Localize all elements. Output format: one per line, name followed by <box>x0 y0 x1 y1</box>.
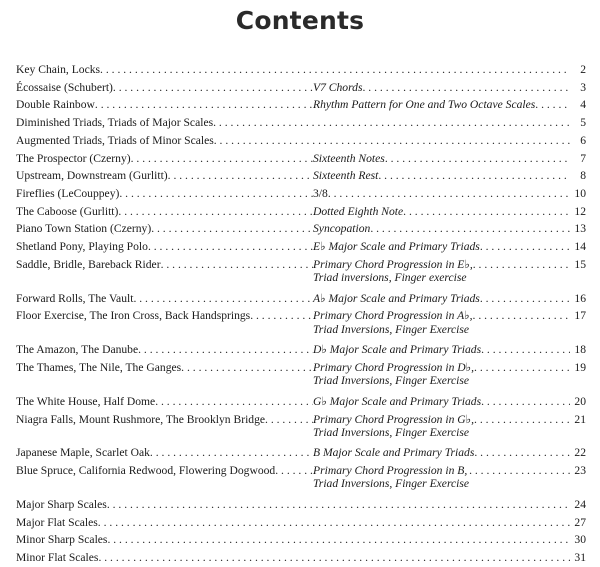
page-title: Contents <box>235 6 365 35</box>
toc-entry-page: 8 <box>580 169 586 183</box>
dot-leader <box>328 185 570 203</box>
dot-leader <box>118 203 313 221</box>
toc-entry[interactable] <box>16 496 586 514</box>
toc-entry[interactable] <box>16 256 586 284</box>
toc-entry-title: Double Rainbow <box>16 98 95 112</box>
toc-entry-page: 21 <box>574 412 586 426</box>
toc-entry-title: Écossaise (Schubert) <box>16 80 113 94</box>
toc-entry-topic: Sixteenth Notes <box>313 151 385 165</box>
toc-entry-title: Blue Spruce, California Redwood, Flowering Dogwood <box>16 464 276 478</box>
dot-leader <box>265 413 313 426</box>
dot-leader <box>535 96 570 114</box>
toc-entry-page: 31 <box>574 551 586 565</box>
toc-entry-title: Key Chain, Locks <box>16 63 101 76</box>
toc-entry-topic: B Major Scale and Primary Triads <box>313 446 475 460</box>
dot-leader <box>150 444 313 462</box>
toc-entry-topic: V7 Chords <box>313 80 363 94</box>
dot-leader <box>473 309 570 322</box>
toc-entry-topic: Primary Chord Progression in G♭, Triad Inversions, Finger Exercise <box>313 412 475 439</box>
dot-leader <box>363 79 571 97</box>
toc-entry-page: 24 <box>574 498 586 512</box>
toc-entry[interactable] <box>16 220 586 238</box>
toc-entry-topic: Primary Chord Progression in B, Triad Inversions, Finger Exercise <box>313 464 470 491</box>
toc-entry-title: Saddle, Bridle, Bareback Rider <box>16 257 161 271</box>
dot-leader <box>95 96 313 114</box>
toc-entry[interactable] <box>16 514 586 532</box>
dot-leader <box>98 549 570 567</box>
toc-entry-topic: Syncopation <box>313 222 371 236</box>
toc-entry-title: Upstream, Downstream (Gurlitt) <box>16 169 168 183</box>
dot-leader <box>107 496 570 514</box>
toc-entry[interactable] <box>16 411 586 439</box>
toc-entry-page: 22 <box>574 446 586 460</box>
dot-leader <box>168 167 313 185</box>
toc-entry-page: 10 <box>574 186 586 200</box>
toc-entry-title: The Prospector (Czerny) <box>16 151 131 165</box>
toc-entry-topic: Primary Chord Progression in A♭, Triad Inversions, Finger Exercise <box>313 309 473 336</box>
toc-entry[interactable] <box>16 238 586 256</box>
toc-entry-page: 4 <box>580 98 586 112</box>
toc-entry[interactable] <box>16 114 586 132</box>
toc-entry[interactable] <box>16 167 586 185</box>
dot-leader <box>119 185 313 203</box>
dot-leader <box>131 150 313 168</box>
toc-entry-title: Fireflies (LeCouppey) <box>16 186 120 200</box>
dot-leader <box>107 531 570 549</box>
toc-entry-title: Niagra Falls, Mount Rushmore, The Brooklyn Bridge <box>16 412 266 426</box>
toc-entry-page: 19 <box>574 360 586 374</box>
dot-leader <box>161 258 313 271</box>
toc-entry[interactable] <box>16 185 586 203</box>
toc-entry-title: The Caboose (Gurlitt) <box>16 204 119 218</box>
toc-entry[interactable] <box>16 462 586 490</box>
toc-entry-page: 7 <box>580 151 586 165</box>
dot-leader <box>481 393 570 411</box>
toc-entry-title: Forward Rolls, The Vault <box>16 291 134 305</box>
table-of-contents <box>16 61 586 567</box>
toc-entry-topic: D♭ Major Scale and Primary Triads <box>313 343 482 357</box>
toc-entry-page: 16 <box>574 291 586 305</box>
dot-leader <box>474 413 570 426</box>
toc-entry[interactable] <box>16 61 586 79</box>
toc-entry-title: Diminished Triads, Triads of Major Scales <box>16 116 214 130</box>
dot-leader <box>151 220 313 238</box>
dot-leader <box>275 464 313 477</box>
dot-leader <box>480 290 570 308</box>
toc-entry-title: Floor Exercise, The Iron Cross, Back Handsprings <box>16 309 251 323</box>
dot-leader <box>474 444 570 462</box>
dot-leader <box>481 341 570 359</box>
dot-leader <box>473 258 570 271</box>
toc-entry[interactable] <box>16 359 586 387</box>
dot-leader <box>155 393 313 411</box>
toc-entry-page: 30 <box>574 533 586 547</box>
toc-entry[interactable] <box>16 96 586 114</box>
dot-leader <box>181 361 313 374</box>
toc-entry-page: 6 <box>580 133 586 147</box>
toc-entry-page: 14 <box>574 240 586 254</box>
toc-entry[interactable] <box>16 393 586 411</box>
toc-entry[interactable] <box>16 444 586 462</box>
toc-entry[interactable] <box>16 132 586 150</box>
toc-entry-title: Augmented Triads, Triads of Minor Scales <box>16 133 214 147</box>
toc-entry-title: Minor Sharp Scales <box>16 533 108 547</box>
dot-leader <box>385 150 570 168</box>
toc-entry[interactable] <box>16 203 586 221</box>
toc-entry[interactable] <box>16 549 586 567</box>
toc-entry-topic: Rhythm Pattern for One and Two Octave Scales <box>313 98 536 112</box>
dot-leader <box>480 238 570 256</box>
toc-entry[interactable] <box>16 79 586 97</box>
toc-entry-topic: G♭ Major Scale and Primary Triads <box>313 394 482 408</box>
dot-leader <box>113 79 313 97</box>
toc-entry-title: Major Flat Scales <box>16 515 98 529</box>
dot-leader <box>138 341 313 359</box>
toc-entry-page: 20 <box>574 394 586 408</box>
dot-leader <box>370 220 570 238</box>
toc-entry-page: 13 <box>574 222 586 236</box>
dot-leader <box>214 132 570 150</box>
toc-entry-title: Major Sharp Scales <box>16 498 107 512</box>
toc-entry-title: The Thames, The Nile, The Ganges <box>16 360 182 374</box>
dot-leader <box>469 464 570 477</box>
dot-leader <box>213 114 570 132</box>
toc-entry-title: The White House, Half Dome <box>16 394 156 408</box>
toc-entry[interactable] <box>16 290 586 308</box>
toc-entry[interactable] <box>16 150 586 168</box>
toc-entry-title: Piano Town Station (Czerny) <box>16 222 152 236</box>
toc-entry-page: 17 <box>574 309 586 323</box>
dot-leader <box>148 238 313 256</box>
toc-entry[interactable] <box>16 341 586 359</box>
toc-entry-page: 12 <box>574 204 586 218</box>
toc-entry-page: 5 <box>580 116 586 130</box>
toc-entry-title: Minor Flat Scales <box>16 551 99 565</box>
toc-entry-title: The Amazon, The Danube <box>16 343 139 357</box>
toc-entry-title: Shetland Pony, Playing Polo <box>16 240 148 254</box>
toc-entry-page: 15 <box>574 257 586 271</box>
toc-entry-topic: 3/8 <box>313 186 328 200</box>
toc-entry-page: 2 <box>580 63 586 76</box>
toc-entry-title: Japanese Maple, Scarlet Oak <box>16 446 150 460</box>
toc-entry[interactable] <box>16 307 586 335</box>
dot-leader <box>474 361 570 374</box>
dot-leader <box>403 203 570 221</box>
toc-entry-page: 27 <box>574 515 586 529</box>
toc-entry-topic: Sixteenth Rest <box>313 169 379 183</box>
toc-entry-page: 3 <box>580 80 586 94</box>
toc-entry-topic: E♭ Major Scale and Primary Triads <box>313 240 480 254</box>
toc-entry[interactable] <box>16 531 586 549</box>
dot-leader <box>133 290 313 308</box>
toc-entry-topic: Dotted Eighth Note <box>313 204 404 218</box>
toc-entry-page: 18 <box>574 343 586 357</box>
toc-entry-page: 23 <box>574 464 586 478</box>
dot-leader <box>98 514 570 532</box>
toc-entry-topic: A♭ Major Scale and Primary Triads <box>313 291 480 305</box>
toc-entry-topic: Primary Chord Progression in D♭, Triad Inversions, Finger Exercise <box>313 360 475 388</box>
dot-leader <box>378 167 570 185</box>
dot-leader <box>100 61 570 79</box>
toc-entry-topic: Primary Chord Progression in E♭, Triad inversions, Finger exercise <box>313 257 473 284</box>
dot-leader <box>250 309 313 322</box>
